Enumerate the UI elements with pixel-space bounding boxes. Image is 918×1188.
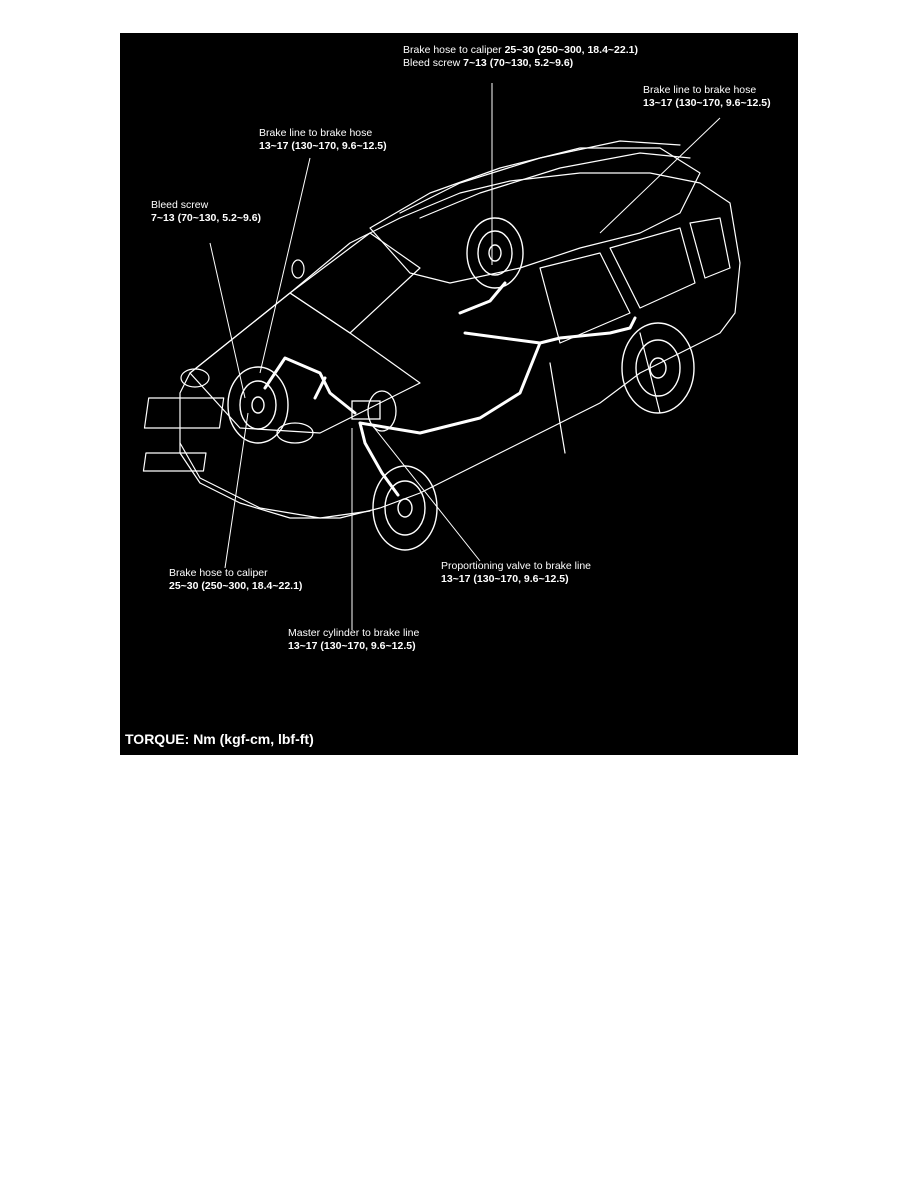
rear-bleed-name: Bleed screw xyxy=(403,57,461,69)
label-rear-line-hose xyxy=(643,84,771,110)
front-line-hose-name: Brake line to brake hose xyxy=(259,127,373,139)
vehicle-illustration xyxy=(120,33,798,755)
rear-left-wheel xyxy=(467,218,523,288)
mirror xyxy=(292,260,304,278)
front-bleed-name: Bleed screw xyxy=(151,199,209,211)
lower-grille xyxy=(143,453,206,471)
proportioning-value: 13~17 (130~170, 9.6~12.5) xyxy=(441,573,569,585)
front-right-wheel xyxy=(373,466,437,550)
label-front-line-hose xyxy=(259,127,387,153)
door-line xyxy=(550,363,565,453)
side-window xyxy=(540,253,630,343)
front-bleed-value: 7~13 (70~130, 5.2~9.6) xyxy=(151,212,262,224)
rear-bleed-value: 7~13 (70~130, 5.2~9.6) xyxy=(463,57,574,69)
master-cylinder-name: Master cylinder to brake line xyxy=(288,627,420,639)
side-window xyxy=(690,218,730,278)
leader-rear-line-hose xyxy=(600,118,720,233)
label-front-caliper xyxy=(169,567,302,593)
brake-line-front-left xyxy=(265,358,355,413)
rear-right-wheel xyxy=(622,323,694,413)
windshield xyxy=(290,233,420,333)
brake-line-cross xyxy=(315,378,325,398)
brake-system-diagram xyxy=(120,33,798,755)
leader-front-line-hose xyxy=(260,158,310,373)
brake-line-rear xyxy=(360,318,635,433)
torque-units-caption: TORQUE: Nm (kgf-cm, lbf-ft) xyxy=(125,731,314,747)
side-window xyxy=(610,228,695,308)
master-cylinder-value: 13~17 (130~170, 9.6~12.5) xyxy=(288,640,416,652)
brake-line-main xyxy=(465,333,540,343)
rear-caliper-name: Brake hose to caliper xyxy=(403,44,502,56)
hood xyxy=(190,293,420,433)
door-line xyxy=(640,333,660,413)
leader-front-bleed xyxy=(210,243,245,398)
label-master-cylinder xyxy=(288,627,419,653)
proportioning-name: Proportioning valve to brake line xyxy=(441,560,592,572)
roof-outline xyxy=(370,148,700,283)
grille xyxy=(144,398,223,428)
front-caliper-value: 25~30 (250~300, 18.4~22.1) xyxy=(169,580,303,592)
label-rear-caliper xyxy=(403,44,638,70)
bumper xyxy=(180,443,370,518)
rear-line-hose-name: Brake line to brake hose xyxy=(643,84,757,96)
front-line-hose-value: 13~17 (130~170, 9.6~12.5) xyxy=(259,140,387,152)
front-caliper-name: Brake hose to caliper xyxy=(169,567,268,579)
rear-caliper-value: 25~30 (250~300, 18.4~22.1) xyxy=(504,44,638,56)
label-proportioning xyxy=(441,560,591,586)
label-front-bleed xyxy=(151,199,261,225)
front-left-wheel xyxy=(228,367,288,443)
rear-line-hose-value: 13~17 (130~170, 9.6~12.5) xyxy=(643,97,771,109)
leader-front-caliper xyxy=(225,413,248,568)
